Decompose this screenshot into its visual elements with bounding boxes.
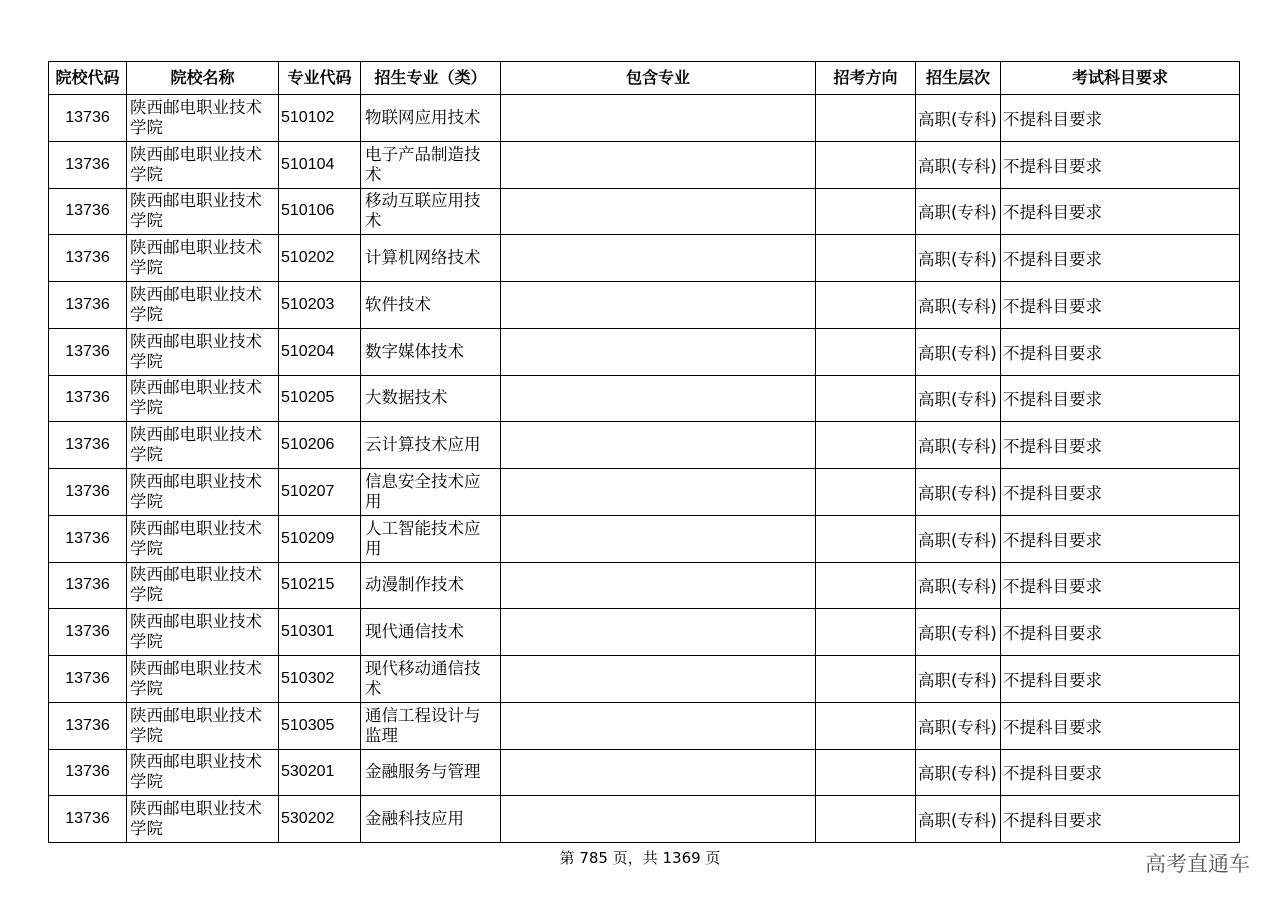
page-number-footer: 第 785 页，共 1369 页 bbox=[559, 849, 721, 867]
cell-school-code: 13736 bbox=[49, 656, 127, 703]
cell-school-code: 13736 bbox=[49, 609, 127, 656]
cell-direction bbox=[816, 702, 916, 749]
cell-major-code: 510102 bbox=[279, 95, 361, 142]
header-subject-requirement: 考试科目要求 bbox=[1001, 62, 1240, 95]
cell-major-name bbox=[361, 749, 501, 796]
table-header-row bbox=[49, 62, 1240, 95]
cell-subject-requirement: 不提科目要求 bbox=[1001, 469, 1240, 516]
cell-major-code: 510209 bbox=[279, 515, 361, 562]
major-name-text: 现代移动通信技术 bbox=[365, 658, 481, 698]
cell-direction bbox=[816, 515, 916, 562]
cell-included-majors bbox=[501, 702, 816, 749]
header-direction: 招考方向 bbox=[816, 62, 916, 95]
cell-level: 高职(专科) bbox=[916, 469, 1001, 516]
cell-direction bbox=[816, 422, 916, 469]
cell-subject-requirement: 不提科目要求 bbox=[1001, 796, 1240, 843]
cell-major-code: 510206 bbox=[279, 422, 361, 469]
cell-included-majors bbox=[501, 796, 816, 843]
cell-direction bbox=[816, 469, 916, 516]
cell-subject-requirement: 不提科目要求 bbox=[1001, 95, 1240, 142]
cell-direction bbox=[816, 141, 916, 188]
cell-school-code: 13736 bbox=[49, 282, 127, 329]
table-row bbox=[49, 328, 1240, 375]
cell-direction bbox=[816, 375, 916, 422]
cell-school-name bbox=[127, 796, 279, 843]
cell-included-majors bbox=[501, 422, 816, 469]
header-school-name: 院校名称 bbox=[127, 62, 279, 95]
cell-level: 高职(专科) bbox=[916, 141, 1001, 188]
school-name-text: 陕西邮电职业技术学院 bbox=[130, 378, 262, 418]
cell-direction bbox=[816, 282, 916, 329]
cell-direction bbox=[816, 95, 916, 142]
cell-school-name bbox=[127, 375, 279, 422]
cell-school-name bbox=[127, 188, 279, 235]
header-level: 招生层次 bbox=[916, 62, 1001, 95]
cell-major-name bbox=[361, 282, 501, 329]
table-row bbox=[49, 702, 1240, 749]
school-name-text: 陕西邮电职业技术学院 bbox=[130, 97, 262, 137]
major-name-text: 数字媒体技术 bbox=[365, 341, 464, 361]
school-name-text: 陕西邮电职业技术学院 bbox=[130, 144, 262, 184]
cell-school-name bbox=[127, 235, 279, 282]
cell-major-code: 510207 bbox=[279, 469, 361, 516]
cell-level: 高职(专科) bbox=[916, 562, 1001, 609]
school-name-text: 陕西邮电职业技术学院 bbox=[130, 471, 262, 511]
cell-level: 高职(专科) bbox=[916, 656, 1001, 703]
cell-school-code: 13736 bbox=[49, 702, 127, 749]
cell-school-name bbox=[127, 422, 279, 469]
cell-level: 高职(专科) bbox=[916, 188, 1001, 235]
cell-level: 高职(专科) bbox=[916, 796, 1001, 843]
cell-school-code: 13736 bbox=[49, 469, 127, 516]
cell-subject-requirement: 不提科目要求 bbox=[1001, 702, 1240, 749]
table-row bbox=[49, 796, 1240, 843]
table-row bbox=[49, 282, 1240, 329]
cell-direction bbox=[816, 656, 916, 703]
cell-school-name bbox=[127, 749, 279, 796]
cell-included-majors bbox=[501, 515, 816, 562]
school-name-text: 陕西邮电职业技术学院 bbox=[130, 752, 262, 792]
school-name-text: 陕西邮电职业技术学院 bbox=[130, 612, 262, 652]
school-name-text: 陕西邮电职业技术学院 bbox=[130, 799, 262, 839]
major-name-text: 物联网应用技术 bbox=[365, 107, 481, 127]
cell-level: 高职(专科) bbox=[916, 235, 1001, 282]
cell-subject-requirement: 不提科目要求 bbox=[1001, 515, 1240, 562]
cell-major-name bbox=[361, 188, 501, 235]
table-row bbox=[49, 95, 1240, 142]
table-row bbox=[49, 562, 1240, 609]
table-row bbox=[49, 141, 1240, 188]
table-row bbox=[49, 609, 1240, 656]
cell-level: 高职(专科) bbox=[916, 515, 1001, 562]
cell-school-code: 13736 bbox=[49, 188, 127, 235]
school-name-text: 陕西邮电职业技术学院 bbox=[130, 518, 262, 558]
cell-included-majors bbox=[501, 328, 816, 375]
cell-major-code: 530202 bbox=[279, 796, 361, 843]
cell-school-name bbox=[127, 609, 279, 656]
table-row bbox=[49, 749, 1240, 796]
header-major-code: 专业代码 bbox=[279, 62, 361, 95]
cell-school-name bbox=[127, 469, 279, 516]
major-name-text: 现代通信技术 bbox=[365, 622, 464, 642]
table-row bbox=[49, 515, 1240, 562]
cell-direction bbox=[816, 609, 916, 656]
cell-school-code: 13736 bbox=[49, 95, 127, 142]
header-school-code: 院校代码 bbox=[49, 62, 127, 95]
cell-school-code: 13736 bbox=[49, 141, 127, 188]
cell-major-code: 530201 bbox=[279, 749, 361, 796]
cell-school-name bbox=[127, 282, 279, 329]
cell-subject-requirement: 不提科目要求 bbox=[1001, 282, 1240, 329]
cell-subject-requirement: 不提科目要求 bbox=[1001, 375, 1240, 422]
cell-direction bbox=[816, 328, 916, 375]
cell-major-code: 510104 bbox=[279, 141, 361, 188]
cell-school-code: 13736 bbox=[49, 562, 127, 609]
cell-school-code: 13736 bbox=[49, 235, 127, 282]
cell-school-name bbox=[127, 656, 279, 703]
table-row bbox=[49, 422, 1240, 469]
school-name-text: 陕西邮电职业技术学院 bbox=[130, 238, 262, 278]
cell-level: 高职(专科) bbox=[916, 328, 1001, 375]
cell-included-majors bbox=[501, 656, 816, 703]
cell-level: 高职(专科) bbox=[916, 422, 1001, 469]
cell-subject-requirement: 不提科目要求 bbox=[1001, 562, 1240, 609]
cell-major-code: 510301 bbox=[279, 609, 361, 656]
cell-included-majors bbox=[501, 235, 816, 282]
cell-major-name bbox=[361, 609, 501, 656]
cell-included-majors bbox=[501, 469, 816, 516]
cell-major-code: 510204 bbox=[279, 328, 361, 375]
major-name-text: 动漫制作技术 bbox=[365, 575, 464, 595]
major-name-text: 金融服务与管理 bbox=[365, 762, 481, 782]
cell-included-majors bbox=[501, 562, 816, 609]
cell-major-code: 510305 bbox=[279, 702, 361, 749]
cell-school-name bbox=[127, 95, 279, 142]
cell-included-majors bbox=[501, 95, 816, 142]
header-included-majors: 包含专业 bbox=[501, 62, 816, 95]
cell-direction bbox=[816, 749, 916, 796]
cell-school-name bbox=[127, 562, 279, 609]
cell-level: 高职(专科) bbox=[916, 609, 1001, 656]
cell-major-code: 510203 bbox=[279, 282, 361, 329]
cell-subject-requirement: 不提科目要求 bbox=[1001, 609, 1240, 656]
table-row bbox=[49, 188, 1240, 235]
cell-school-code: 13736 bbox=[49, 796, 127, 843]
cell-school-code: 13736 bbox=[49, 375, 127, 422]
cell-included-majors bbox=[501, 282, 816, 329]
cell-direction bbox=[816, 796, 916, 843]
school-name-text: 陕西邮电职业技术学院 bbox=[130, 425, 262, 465]
cell-direction bbox=[816, 562, 916, 609]
header-major-name: 招生专业（类） bbox=[361, 62, 501, 95]
admission-table bbox=[48, 61, 1240, 843]
cell-subject-requirement: 不提科目要求 bbox=[1001, 422, 1240, 469]
cell-included-majors bbox=[501, 749, 816, 796]
cell-major-name bbox=[361, 95, 501, 142]
cell-included-majors bbox=[501, 375, 816, 422]
cell-major-name bbox=[361, 562, 501, 609]
cell-major-code: 510302 bbox=[279, 656, 361, 703]
table-row bbox=[49, 375, 1240, 422]
cell-major-name bbox=[361, 515, 501, 562]
cell-school-code: 13736 bbox=[49, 422, 127, 469]
cell-major-name bbox=[361, 235, 501, 282]
cell-major-code: 510202 bbox=[279, 235, 361, 282]
cell-direction bbox=[816, 235, 916, 282]
cell-major-name bbox=[361, 702, 501, 749]
major-name-text: 计算机网络技术 bbox=[365, 248, 481, 268]
cell-level: 高职(专科) bbox=[916, 375, 1001, 422]
major-name-text: 软件技术 bbox=[365, 294, 431, 314]
cell-major-code: 510205 bbox=[279, 375, 361, 422]
cell-major-name bbox=[361, 469, 501, 516]
cell-major-code: 510215 bbox=[279, 562, 361, 609]
cell-school-code: 13736 bbox=[49, 515, 127, 562]
cell-subject-requirement: 不提科目要求 bbox=[1001, 328, 1240, 375]
school-name-text: 陕西邮电职业技术学院 bbox=[130, 705, 262, 745]
school-name-text: 陕西邮电职业技术学院 bbox=[130, 658, 262, 698]
cell-included-majors bbox=[501, 609, 816, 656]
cell-school-name bbox=[127, 141, 279, 188]
cell-level: 高职(专科) bbox=[916, 749, 1001, 796]
table-row bbox=[49, 235, 1240, 282]
cell-subject-requirement: 不提科目要求 bbox=[1001, 141, 1240, 188]
major-name-text: 金融科技应用 bbox=[365, 809, 464, 829]
cell-major-name bbox=[361, 375, 501, 422]
major-name-text: 人工智能技术应用 bbox=[365, 518, 481, 558]
school-name-text: 陕西邮电职业技术学院 bbox=[130, 331, 262, 371]
cell-level: 高职(专科) bbox=[916, 702, 1001, 749]
cell-major-name bbox=[361, 422, 501, 469]
school-name-text: 陕西邮电职业技术学院 bbox=[130, 284, 262, 324]
table-row bbox=[49, 656, 1240, 703]
cell-school-name bbox=[127, 702, 279, 749]
cell-subject-requirement: 不提科目要求 bbox=[1001, 656, 1240, 703]
cell-included-majors bbox=[501, 141, 816, 188]
major-name-text: 云计算技术应用 bbox=[365, 435, 481, 455]
school-name-text: 陕西邮电职业技术学院 bbox=[130, 191, 262, 231]
cell-subject-requirement: 不提科目要求 bbox=[1001, 749, 1240, 796]
cell-subject-requirement: 不提科目要求 bbox=[1001, 235, 1240, 282]
major-name-text: 信息安全技术应用 bbox=[365, 471, 481, 511]
cell-major-name bbox=[361, 328, 501, 375]
cell-school-code: 13736 bbox=[49, 749, 127, 796]
watermark-text: 高考直通车 bbox=[1145, 852, 1250, 876]
major-name-text: 电子产品制造技术 bbox=[365, 144, 481, 184]
cell-school-name bbox=[127, 328, 279, 375]
table-row bbox=[49, 469, 1240, 516]
cell-level: 高职(专科) bbox=[916, 95, 1001, 142]
cell-major-code: 510106 bbox=[279, 188, 361, 235]
major-name-text: 通信工程设计与监理 bbox=[365, 705, 481, 745]
cell-major-name bbox=[361, 141, 501, 188]
major-name-text: 移动互联应用技术 bbox=[365, 191, 481, 231]
cell-direction bbox=[816, 188, 916, 235]
cell-level: 高职(专科) bbox=[916, 282, 1001, 329]
cell-included-majors bbox=[501, 188, 816, 235]
cell-major-name bbox=[361, 796, 501, 843]
major-name-text: 大数据技术 bbox=[365, 388, 448, 408]
cell-major-name bbox=[361, 656, 501, 703]
cell-school-name bbox=[127, 515, 279, 562]
school-name-text: 陕西邮电职业技术学院 bbox=[130, 565, 262, 605]
cell-school-code: 13736 bbox=[49, 328, 127, 375]
cell-subject-requirement: 不提科目要求 bbox=[1001, 188, 1240, 235]
